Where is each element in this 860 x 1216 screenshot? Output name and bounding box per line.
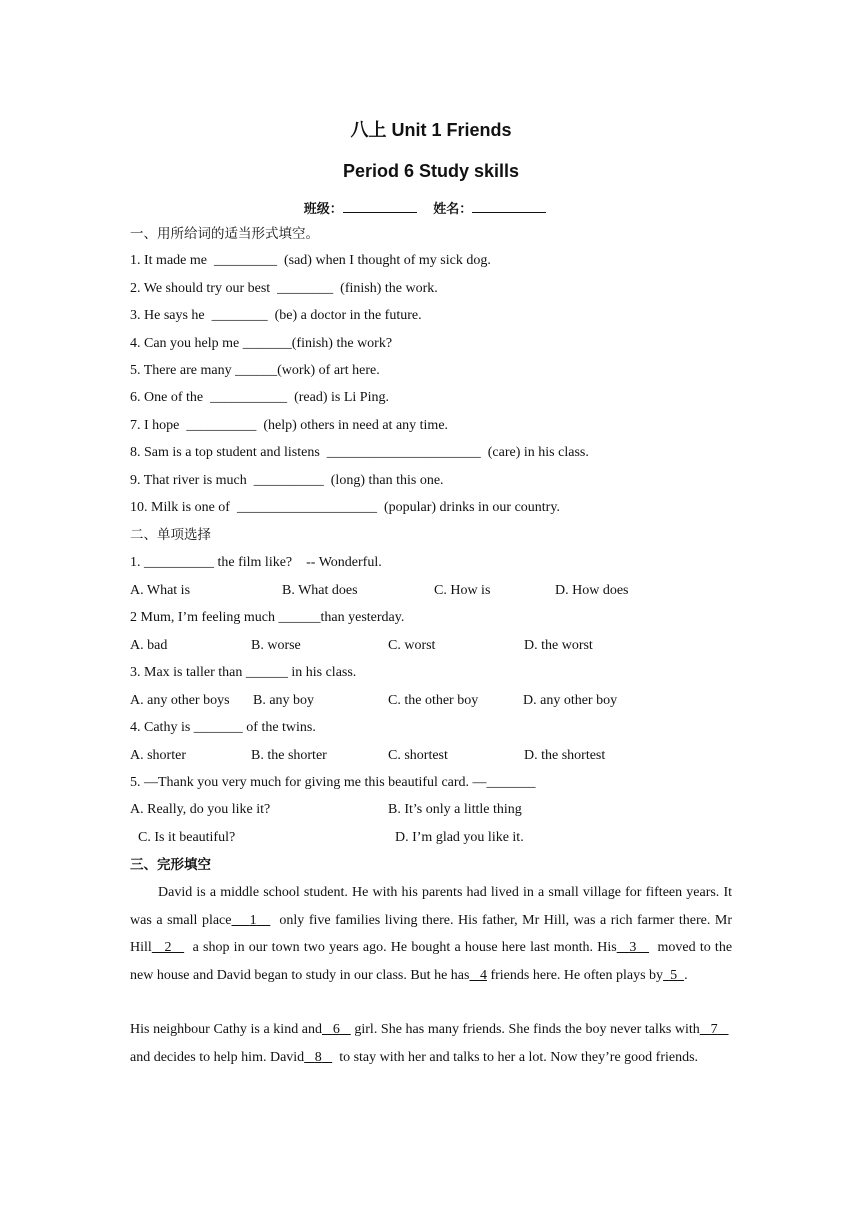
class-blank[interactable] — [343, 200, 417, 213]
fill-item-7: 7. I hope __________ (help) others in need at any time. — [130, 418, 449, 433]
mc-question-1: 1. __________ the film like? -- Wonderful. — [130, 555, 382, 570]
mc-option: C. worst — [388, 638, 436, 653]
fill-item-3: 3. He says he ________ (be) a doctor in the future. — [130, 308, 422, 323]
mc-option: D. the worst — [524, 638, 593, 653]
fill-item-5: 5. There are many ______(work) of art here. — [130, 363, 380, 378]
fill-item-8: 8. Sam is a top student and listens ______________________ (care) in his class. — [130, 445, 589, 460]
section2-heading: 二、单项选择 — [130, 527, 211, 543]
cloze-blank-8: 8 — [314, 1049, 322, 1065]
mc-option: B. What does — [282, 583, 358, 598]
cloze-paragraph-2: His neighbour Cathy is a kind and 6 girl. She has many friends. She finds the boy never talks with 7 and decides to help him. David 8 to stay with her and talks to her a lot. Now they’re good friends. — [130, 1022, 718, 1065]
mc-option: B. the shorter — [251, 748, 327, 763]
fill-item-4: 4. Can you help me _______(finish) the work? — [130, 336, 393, 351]
fill-item-9: 9. That river is much __________ (long) than this one. — [130, 473, 444, 488]
section3-heading: 三、完形填空 — [130, 857, 211, 873]
mc-option: B. It’s only a little thing — [388, 802, 522, 817]
cloze-blank-6: 6 — [332, 1022, 340, 1037]
cloze-blank-2: 2 — [164, 940, 172, 955]
mc-option: A. any other boys — [130, 693, 230, 708]
section1-heading: 一、用所给词的适当形式填空。 — [130, 226, 319, 242]
mc-option: A. Really, do you like it? — [130, 802, 271, 817]
mc-option: A. What is — [130, 583, 191, 598]
fill-item-2: 2. We should try our best ________ (finish) the work. — [130, 281, 438, 296]
mc-question-5: 5. —Thank you very much for giving me this beautiful card. —_______ — [130, 775, 536, 790]
cloze-blank-4: 4 — [479, 967, 487, 983]
mc-option: C. Is it beautiful? — [138, 830, 236, 845]
cloze-paragraph-1: David is a middle school student. He with his parents had lived in a small village for fifteen years. It was a small place 1 only five families living there. His father, Mr Hill, was a rich farmer there. Mr Hill 2 a shop in our town two years ago. He bought a house here last month. His 3 moved to the new house and David began to study in our class. But he has 4 friends here. He often plays by 5 . — [130, 885, 733, 983]
fill-item-10: 10. Milk is one of ____________________ (popular) drinks in our country. — [130, 500, 560, 515]
mc-option: A. bad — [130, 638, 168, 653]
mc-question-3: 3. Max is taller than ______ in his class. — [130, 665, 357, 680]
mc-option: D. the shortest — [524, 748, 606, 763]
mc-option: B. any boy — [253, 693, 315, 708]
cloze-blank-1: 1 — [249, 912, 257, 928]
name-label: 姓名： — [433, 202, 473, 217]
worksheet-subtitle: Period 6 Study skills — [342, 161, 520, 181]
name-blank[interactable] — [472, 200, 546, 213]
worksheet-title: 八上 Unit 1 Friends — [350, 120, 512, 140]
mc-question-4: 4. Cathy is _______ of the twins. — [130, 720, 316, 735]
cloze-blank-7: 7 — [710, 1022, 718, 1037]
mc-option: C. shortest — [388, 748, 448, 763]
mc-option: C. How is — [434, 583, 491, 598]
mc-question-2: 2 Mum, I’m feeling much ______than yesterday. — [130, 610, 405, 625]
fill-item-6: 6. One of the ___________ (read) is Li Ping. — [130, 390, 389, 405]
fill-item-1: 1. It made me _________ (sad) when I thought of my sick dog. — [130, 253, 491, 268]
cloze-blank-3: 3 — [629, 940, 637, 955]
mc-option: D. any other boy — [523, 693, 618, 708]
cloze-blank-5: 5 — [670, 967, 678, 983]
mc-option: D. I’m glad you like it. — [395, 830, 524, 845]
mc-option: B. worse — [251, 638, 301, 653]
mc-option: C. the other boy — [388, 693, 479, 708]
student-info — [130, 198, 732, 217]
class-label: 班级： — [303, 202, 343, 217]
mc-option: D. How does — [555, 583, 629, 598]
mc-option: A. shorter — [130, 748, 186, 763]
